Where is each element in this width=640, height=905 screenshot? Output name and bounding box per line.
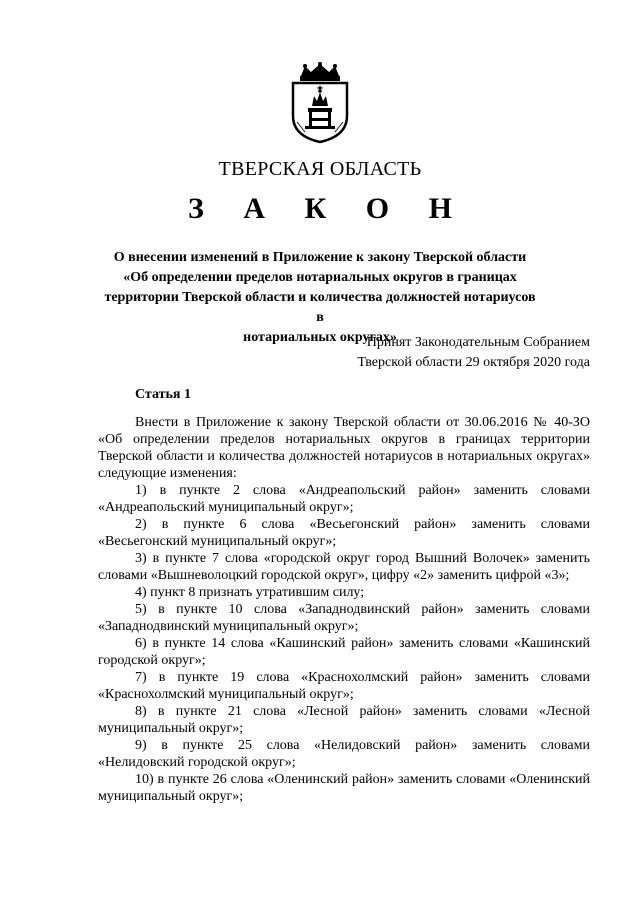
article-item: 8) в пункте 21 слова «Лесной район» заменить словами «Лесной муниципальный округ»; xyxy=(98,704,590,736)
article-title: Статья 1 xyxy=(135,387,191,402)
tver-coat-of-arms-icon xyxy=(287,62,353,144)
article-item: 10) в пункте 26 слова «Оленинский район» заменить словами «Оленинский муниципальный округ»; xyxy=(98,772,590,804)
article-body xyxy=(98,414,590,805)
article-item: 7) в пункте 19 слова «Краснохолмский район» заменить словами «Краснохолмский муниципальный округ»; xyxy=(98,670,590,702)
adoption-line: Тверской области 29 октября 2020 года xyxy=(357,355,590,370)
region-name: ТВЕРСКАЯ ОБЛАСТЬ xyxy=(218,158,422,180)
adoption-line: Принят Законодательным Собранием xyxy=(366,335,590,350)
article-item: 6) в пункте 14 слова «Кашинский район» заменить словами «Кашинский городской округ»; xyxy=(98,636,590,668)
article-item: 4) пункт 8 признать утратившим силу; xyxy=(135,585,365,600)
article-item: 2) в пункте 6 слова «Весьегонский район» заменить словами «Весьегонский муниципальный округ»; xyxy=(98,517,590,549)
article-item: 1) в пункте 2 слова «Андреапольский район» заменить словами «Андреапольский муниципальный округ»; xyxy=(98,483,590,515)
adoption-note xyxy=(357,333,590,373)
subject-line: территории Тверской области и количества должностей нотариусов в xyxy=(104,290,536,325)
article-intro: Внести в Приложение к закону Тверской области от 30.06.2016 № 40-ЗО «Об определении пределов нотариальных округов в границах территории Тверской области и количества должностей нотариусов в нотариальных округах» следующие изменения: xyxy=(98,415,590,481)
article-item: 3) в пункте 7 слова «городской округ город Вышний Волочек» заменить словами «Вышневолоцкий городской округ», цифру «2» заменить цифрой «3»; xyxy=(98,551,590,583)
subject-line: нотариальных округах» xyxy=(243,330,397,345)
document-type-title: З А К О Н xyxy=(188,192,468,225)
subject-line: «Об определении пределов нотариальных округов в границах xyxy=(123,270,517,285)
emblem-container xyxy=(0,62,640,149)
article-item: 9) в пункте 25 слова «Нелидовский район» заменить словами «Нелидовский городской округ»; xyxy=(98,738,590,770)
subject-line: О внесении изменений в Приложение к закону Тверской области xyxy=(113,250,527,265)
article-item: 5) в пункте 10 слова «Западнодвинский район» заменить словами «Западнодвинский муниципальный округ»; xyxy=(98,602,590,634)
